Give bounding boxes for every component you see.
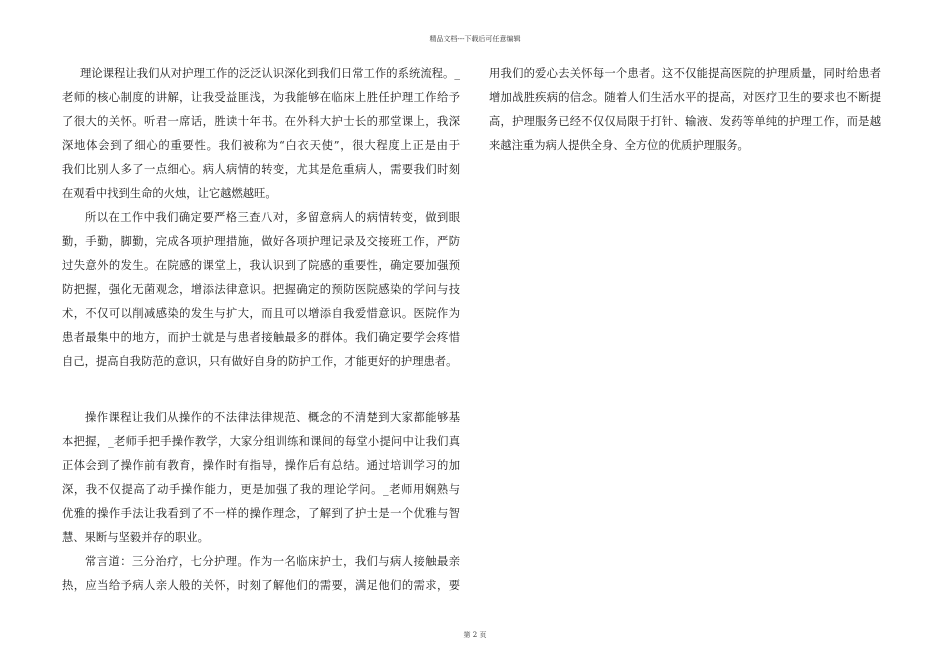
text-line: 慧、果断与坚毅并存的职业。 <box>62 531 209 544</box>
paragraph-3 <box>62 406 460 550</box>
text-line: 患者最集中的地方，而护士就是与患者接触最多的群体。我们确定要学会疼惜 <box>62 331 460 344</box>
paragraph-4 <box>62 550 460 598</box>
text-line: 勤，手勤，脚勤，完成各项护理措施，做好各项护理记录及交接班工作，严防 <box>62 235 460 248</box>
text-line: 本把握，_老师手把手操作教学，大家分组训练和课间的每堂小提问中让我们真 <box>62 435 460 448</box>
text-line: 我们比别人多了一点细心。病人病情的转变，尤其是危重病人，需要我们时刻 <box>62 163 460 176</box>
paragraph-gap <box>62 374 460 406</box>
page-header: 精品文档---下载后可任意编辑 <box>429 35 521 43</box>
text-line: 深地体会到了细心的重要性。我们被称为“白衣天使”，很大程度上正是由于 <box>62 139 460 152</box>
left-column <box>62 62 460 598</box>
text-line: 正体会到了操作前有教育，操作时有指导，操作后有总结。通过培训学习的加 <box>62 459 460 472</box>
text-line: 术，不仅可以削减感染的发生与扩大，而且可以增添自我爱惜意识。医院作为 <box>62 307 460 320</box>
text-line: 热，应当给予病人亲人般的关怀，时刻了解他们的需要，满足他们的需求，要 <box>62 579 460 592</box>
text-line: 老师的核心制度的讲解，让我受益匪浅，为我能够在临床上胜任护理工作给予 <box>62 91 460 104</box>
paragraph-1 <box>62 62 460 206</box>
text-line: 自己，提高自我防范的意识，只有做好自身的防护工作，才能更好的护理患者。 <box>62 355 458 368</box>
text-line: 来越注重为病人提供全身、全方位的优质护理服务。 <box>489 139 749 152</box>
text-line: 用我们的爱心去关怀每一个患者。这不仅能提高医院的护理质量，同时给患者 <box>489 67 881 80</box>
text-line: 优雅的操作手法让我看到了不一样的操作理念，了解到了护士是一个优雅与智 <box>62 507 460 520</box>
text-line: 深，我不仅提高了动手操作能力，更是加强了我的理论学问。_老师用娴熟与 <box>62 483 460 496</box>
text-line: 防把握，强化无菌观念，增添法律意识。把握确定的预防医院感染的学问与技 <box>62 283 460 296</box>
paragraph-2 <box>62 206 460 374</box>
text-line: 高，护理服务已经不仅仅局限于打针、输液、发药等单纯的护理工作，而是越 <box>489 115 881 128</box>
page-number: 第 2 页 <box>463 631 487 639</box>
text-line: 常言道：三分治疗，七分护理。作为一名临床护士，我们与病人接触最亲 <box>85 555 460 568</box>
text-line: 操作课程让我们从操作的不法律法律规范、概念的不清楚到大家都能够基 <box>85 411 460 424</box>
paragraph-continued <box>489 62 881 158</box>
right-column <box>489 62 881 158</box>
text-line: 过失意外的发生。在院感的课堂上，我认识到了院感的重要性，确定要加强预 <box>62 259 460 272</box>
text-line: 增加战胜疾病的信念。随着人们生活水平的提高，对医疗卫生的要求也不断提 <box>489 91 881 104</box>
text-line: 理论课程让我们从对护理工作的泛泛认识深化到我们日常工作的系统流程。_ <box>80 67 460 80</box>
text-line: 所以在工作中我们确定要严格三查八对，多留意病人的病情转变，做到眼 <box>85 211 460 224</box>
text-line: 了很大的关怀。听君一席话，胜读十年书。在外科大护士长的那堂课上，我深 <box>62 115 460 128</box>
text-line: 在观看中找到生命的火烛，让它越燃越旺。 <box>62 187 277 200</box>
